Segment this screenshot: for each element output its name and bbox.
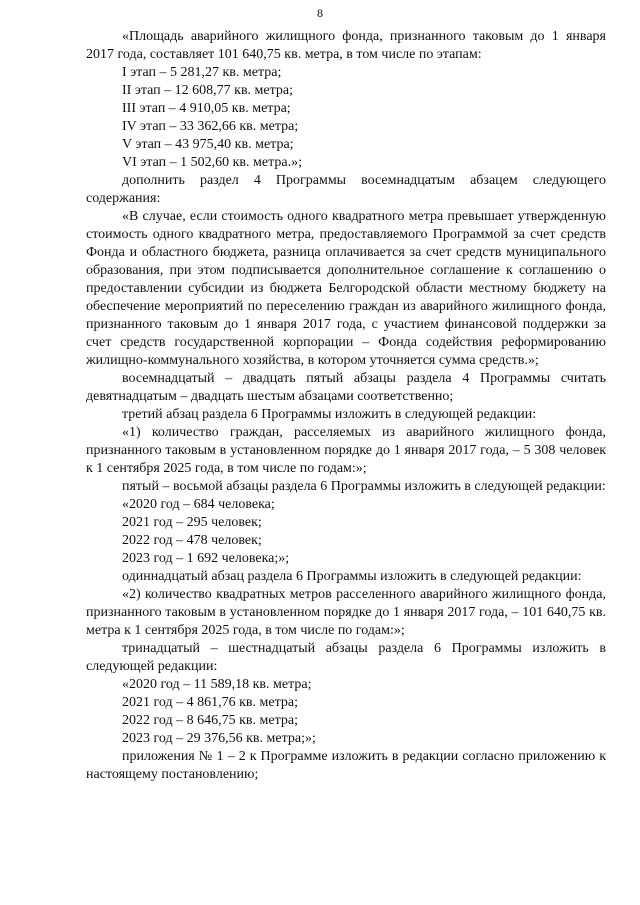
area-year-line: «2020 год – 11 589,18 кв. метра; bbox=[122, 677, 312, 692]
stage-line: III этап – 4 910,05 кв. метра; bbox=[122, 101, 291, 116]
thirteenth-intro: тринадцатый – шестнадцатый абзацы раздела 6 Программы изложить в следующей редакции: bbox=[86, 641, 606, 674]
area-intro-paragraph: «Площадь аварийного жилищного фонда, признанного таковым до 1 января 2017 года, составляет 101 640,75 кв. метра, в том числе по этапам: bbox=[86, 29, 606, 62]
people-year-line: 2023 год – 1 692 человека;»; bbox=[122, 551, 290, 566]
renumber-paragraph: восемнадцатый – двадцать пятый абзацы раздела 4 Программы считать девятнадцатым – двадцать шестым абзацами соответственно; bbox=[86, 371, 606, 404]
stage-line: V этап – 43 975,40 кв. метра; bbox=[122, 137, 294, 152]
supplement-intro-paragraph: дополнить раздел 4 Программы восемнадцатым абзацем следующего содержания: bbox=[86, 173, 606, 206]
people-year-line: «2020 год – 684 человека; bbox=[122, 497, 275, 512]
stage-line: IV этап – 33 362,66 кв. метра; bbox=[122, 119, 299, 134]
fifth-eighth-intro: пятый – восьмой абзацы раздела 6 Программы изложить в следующей редакции: bbox=[122, 479, 606, 494]
area-year-line: 2021 год – 4 861,76 кв. метра; bbox=[122, 695, 298, 710]
third-abzac-text: «1) количество граждан, расселяемых из аварийного жилищного фонда, признанного таковым в установленном порядке до 1 января 2017 года, – 5 308 человек к 1 сентября 2025 года, в том числе по годам:»; bbox=[86, 425, 606, 476]
new-paragraph-text: «В случае, если стоимость одного квадратного метра превышает утвержденную стоимость одного квадратного метра, предоставляемого Программой за счет средств Фонда и областного бюджета, разница оплачивается за счет средств муниципального образования, при этом подписывается дополнительное соглашение к соглашению о предоставлении субсидии из бюджета Белгородской области местному бюджету на обеспечение мероприятий по переселению граждан из аварийного жилищного фонда, признанного таковым до 1 января 2017 года, с участием финансовой поддержки за счет средств государственной корпорации – Фонда содействия реформированию жилищно-коммунального хозяйства, в котором уточняется сумма средств.»; bbox=[86, 209, 606, 368]
stage-line: I этап – 5 281,27 кв. метра; bbox=[122, 65, 282, 80]
stage-line: VI этап – 1 502,60 кв. метра.»; bbox=[122, 155, 302, 170]
document-body bbox=[86, 28, 606, 784]
people-year-line: 2021 год – 295 человек; bbox=[122, 515, 262, 530]
eleventh-intro: одиннадцатый абзац раздела 6 Программы изложить в следующей редакции: bbox=[122, 569, 582, 584]
eleventh-text: «2) количество квадратных метров расселенного аварийного жилищного фонда, признанного таковым в установленном порядке до 1 января 2017 года, – 101 640,75 кв. метра к 1 сентября 2025 года, в том числе по годам:»; bbox=[86, 587, 606, 638]
people-year-line: 2022 год – 478 человек; bbox=[122, 533, 262, 548]
page-number: 8 bbox=[317, 6, 323, 20]
third-abzac-intro: третий абзац раздела 6 Программы изложить в следующей редакции: bbox=[122, 407, 537, 422]
area-year-line: 2022 год – 8 646,75 кв. метра; bbox=[122, 713, 298, 728]
area-year-line: 2023 год – 29 376,56 кв. метра;»; bbox=[122, 731, 316, 746]
appendix-paragraph: приложения № 1 – 2 к Программе изложить в редакции согласно приложению к настоящему постановлению; bbox=[86, 749, 606, 782]
stage-line: II этап – 12 608,77 кв. метра; bbox=[122, 83, 294, 98]
